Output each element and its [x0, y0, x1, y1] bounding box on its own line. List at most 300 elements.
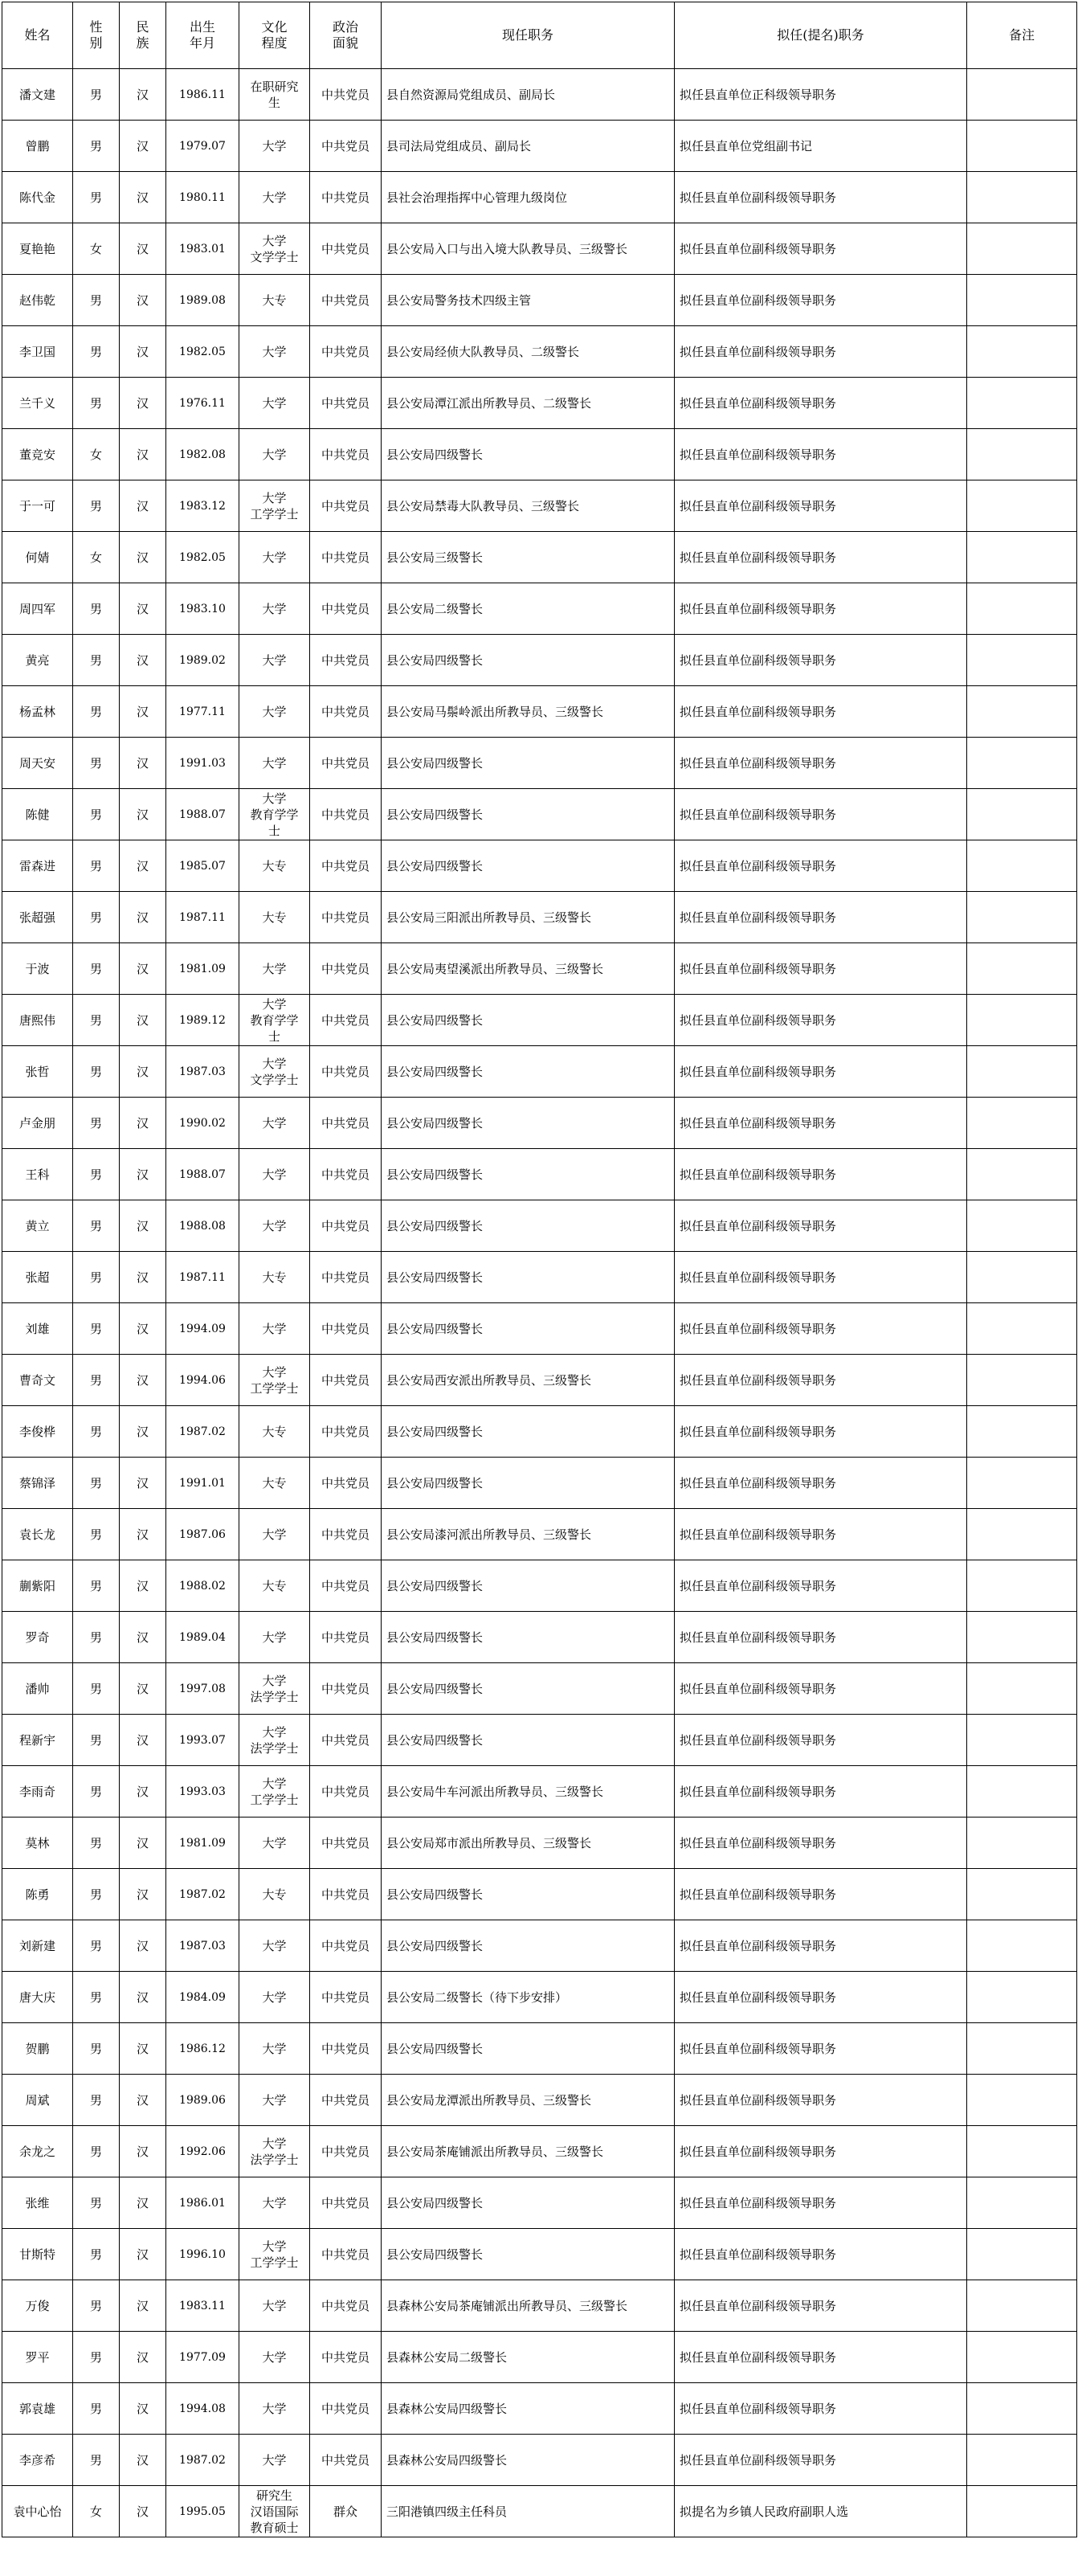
cell-name: 李雨奇: [2, 1766, 73, 1818]
cell-political: 中共党员: [310, 480, 382, 532]
cell-gender: 男: [73, 2383, 120, 2435]
cell-education: 大学: [239, 378, 310, 429]
cell-gender: 男: [73, 2229, 120, 2280]
cell-education: 大专: [239, 892, 310, 943]
cell-name: 潘文建: [2, 69, 73, 121]
cell-ethnicity: 汉: [120, 121, 166, 172]
cell-proposed-position: 拟任县直单位副科级领导职务: [675, 840, 967, 892]
cell-proposed-position: 拟任县直单位副科级领导职务: [675, 1046, 967, 1098]
cell-political: 中共党员: [310, 275, 382, 326]
cell-education: 大学: [239, 1303, 310, 1355]
cell-current-position: 县公安局四级警长: [382, 1303, 675, 1355]
cell-gender: 男: [73, 1200, 120, 1252]
cell-birth: 1995.05: [166, 2486, 239, 2537]
cell-remarks: [967, 1303, 1077, 1355]
cell-name: 甘斯特: [2, 2229, 73, 2280]
cell-gender: 男: [73, 378, 120, 429]
cell-current-position: 县公安局四级警长: [382, 1098, 675, 1149]
cell-birth: 1993.03: [166, 1766, 239, 1818]
cell-ethnicity: 汉: [120, 2075, 166, 2126]
cell-current-position: 县公安局四级警长: [382, 1046, 675, 1098]
cell-name: 罗奇: [2, 1612, 73, 1663]
cell-current-position: 县公安局四级警长: [382, 1560, 675, 1612]
table-row: [2, 1869, 1077, 1920]
cell-ethnicity: 汉: [120, 2126, 166, 2177]
cell-name: 张哲: [2, 1046, 73, 1098]
cell-education: 大学 法学学士: [239, 1715, 310, 1766]
cell-birth: 1977.09: [166, 2332, 239, 2383]
cell-proposed-position: 拟任县直单位副科级领导职务: [675, 1560, 967, 1612]
cell-name: 莫林: [2, 1818, 73, 1869]
cell-gender: 女: [73, 532, 120, 583]
cell-birth: 1994.06: [166, 1355, 239, 1406]
cell-name: 董竞安: [2, 429, 73, 480]
header-education: 文化 程度: [239, 2, 310, 69]
cell-gender: 男: [73, 892, 120, 943]
cell-education: 大学 工学学士: [239, 480, 310, 532]
cell-education: 大专: [239, 1560, 310, 1612]
cell-political: 中共党员: [310, 943, 382, 995]
cell-name: 蔡锦泽: [2, 1458, 73, 1509]
cell-birth: 1986.11: [166, 69, 239, 121]
cell-proposed-position: 拟任县直单位副科级领导职务: [675, 1303, 967, 1355]
cell-proposed-position: 拟任县直单位副科级领导职务: [675, 1920, 967, 1972]
table-row: [2, 378, 1077, 429]
cell-education: 大学: [239, 2435, 310, 2486]
cell-remarks: [967, 1612, 1077, 1663]
cell-remarks: [967, 2126, 1077, 2177]
cell-political: 中共党员: [310, 2177, 382, 2229]
cell-education: 大专: [239, 1869, 310, 1920]
cell-education: 大学: [239, 532, 310, 583]
cell-proposed-position: 拟任县直单位副科级领导职务: [675, 1509, 967, 1560]
cell-ethnicity: 汉: [120, 1766, 166, 1818]
cell-education: 大专: [239, 840, 310, 892]
cell-birth: 1987.02: [166, 1869, 239, 1920]
cell-political: 中共党员: [310, 2023, 382, 2075]
table-row: [2, 2126, 1077, 2177]
table-row: [2, 686, 1077, 738]
table-row: [2, 1458, 1077, 1509]
table-header: [2, 2, 1077, 69]
cell-education: 大学: [239, 686, 310, 738]
cell-political: 中共党员: [310, 2332, 382, 2383]
cell-education: 大学: [239, 2075, 310, 2126]
cell-political: 中共党员: [310, 1920, 382, 1972]
header-ethnicity: 民 族: [120, 2, 166, 69]
cell-education: 大学: [239, 583, 310, 635]
cell-remarks: [967, 892, 1077, 943]
cell-gender: 男: [73, 1612, 120, 1663]
cell-current-position: 县公安局四级警长: [382, 1869, 675, 1920]
cell-ethnicity: 汉: [120, 275, 166, 326]
cell-ethnicity: 汉: [120, 172, 166, 223]
table-row: [2, 789, 1077, 840]
table-row: [2, 1046, 1077, 1098]
cell-gender: 男: [73, 480, 120, 532]
cell-remarks: [967, 1406, 1077, 1458]
cell-political: 中共党员: [310, 1098, 382, 1149]
cell-name: 李彦希: [2, 2435, 73, 2486]
cell-gender: 男: [73, 840, 120, 892]
cell-ethnicity: 汉: [120, 1303, 166, 1355]
cell-political: 中共党员: [310, 1612, 382, 1663]
cell-birth: 1987.02: [166, 1406, 239, 1458]
cell-current-position: 县公安局四级警长: [382, 1458, 675, 1509]
cell-name: 兰千义: [2, 378, 73, 429]
cell-ethnicity: 汉: [120, 326, 166, 378]
cell-name: 周斌: [2, 2075, 73, 2126]
cell-name: 程新宇: [2, 1715, 73, 1766]
cell-birth: 1989.06: [166, 2075, 239, 2126]
cell-ethnicity: 汉: [120, 892, 166, 943]
cell-proposed-position: 拟任县直单位副科级领导职务: [675, 1972, 967, 2023]
table-row: [2, 2383, 1077, 2435]
cell-name: 罗平: [2, 2332, 73, 2383]
cell-gender: 男: [73, 275, 120, 326]
cell-birth: 1996.10: [166, 2229, 239, 2280]
cell-gender: 男: [73, 943, 120, 995]
cell-gender: 男: [73, 1972, 120, 2023]
cell-education: 大学: [239, 1818, 310, 1869]
cell-remarks: [967, 1972, 1077, 2023]
cell-birth: 1982.08: [166, 429, 239, 480]
cell-current-position: 县公安局四级警长: [382, 1715, 675, 1766]
cell-ethnicity: 汉: [120, 1149, 166, 1200]
cell-ethnicity: 汉: [120, 995, 166, 1046]
cell-ethnicity: 汉: [120, 1200, 166, 1252]
cell-current-position: 县公安局茶庵铺派出所教导员、三级警长: [382, 2126, 675, 2177]
cell-birth: 1987.03: [166, 1046, 239, 1098]
cell-birth: 1987.06: [166, 1509, 239, 1560]
table-row: [2, 1509, 1077, 1560]
cell-birth: 1983.11: [166, 2280, 239, 2332]
cell-name: 曾鹏: [2, 121, 73, 172]
cell-proposed-position: 拟任县直单位副科级领导职务: [675, 2332, 967, 2383]
cell-remarks: [967, 429, 1077, 480]
cell-education: 大学: [239, 2023, 310, 2075]
cell-education: 大专: [239, 1406, 310, 1458]
cell-ethnicity: 汉: [120, 1560, 166, 1612]
cell-name: 夏艳艳: [2, 223, 73, 275]
cell-ethnicity: 汉: [120, 2435, 166, 2486]
cell-ethnicity: 汉: [120, 1252, 166, 1303]
cell-name: 王科: [2, 1149, 73, 1200]
cell-education: 大学: [239, 121, 310, 172]
table-row: [2, 995, 1077, 1046]
cell-name: 李俊桦: [2, 1406, 73, 1458]
cell-current-position: 县自然资源局党组成员、副局长: [382, 69, 675, 121]
cell-proposed-position: 拟任县直单位副科级领导职务: [675, 1663, 967, 1715]
cell-proposed-position: 拟任县直单位副科级领导职务: [675, 223, 967, 275]
cell-remarks: [967, 2023, 1077, 2075]
cell-political: 中共党员: [310, 2126, 382, 2177]
cell-gender: 女: [73, 223, 120, 275]
cell-ethnicity: 汉: [120, 1046, 166, 1098]
cell-proposed-position: 拟任县直单位副科级领导职务: [675, 2023, 967, 2075]
cell-name: 何婧: [2, 532, 73, 583]
cell-political: 中共党员: [310, 1869, 382, 1920]
cell-gender: 男: [73, 69, 120, 121]
cell-current-position: 县公安局夷望溪派出所教导员、三级警长: [382, 943, 675, 995]
cell-education: 大学: [239, 326, 310, 378]
table-row: [2, 1252, 1077, 1303]
cell-birth: 1997.08: [166, 1663, 239, 1715]
cell-current-position: 县公安局二级警长: [382, 583, 675, 635]
cell-current-position: 县公安局四级警长: [382, 2177, 675, 2229]
cell-birth: 1987.11: [166, 1252, 239, 1303]
cell-ethnicity: 汉: [120, 1612, 166, 1663]
cell-proposed-position: 拟任县直单位副科级领导职务: [675, 1149, 967, 1200]
cell-birth: 1976.11: [166, 378, 239, 429]
cell-political: 中共党员: [310, 2075, 382, 2126]
cell-gender: 男: [73, 583, 120, 635]
cell-gender: 男: [73, 1046, 120, 1098]
cell-political: 中共党员: [310, 1818, 382, 1869]
cell-current-position: 县公安局四级警长: [382, 738, 675, 789]
cell-education: 研究生 汉语国际 教育硕士: [239, 2486, 310, 2537]
cell-proposed-position: 拟任县直单位副科级领导职务: [675, 1612, 967, 1663]
cell-name: 刘新建: [2, 1920, 73, 1972]
cell-ethnicity: 汉: [120, 1098, 166, 1149]
cell-current-position: 县公安局四级警长: [382, 1200, 675, 1252]
cell-ethnicity: 汉: [120, 429, 166, 480]
header-remarks: 备注: [967, 2, 1077, 69]
cell-current-position: 县公安局四级警长: [382, 1920, 675, 1972]
cell-gender: 男: [73, 995, 120, 1046]
cell-ethnicity: 汉: [120, 1869, 166, 1920]
cell-political: 中共党员: [310, 1149, 382, 1200]
header-political: 政治 面貌: [310, 2, 382, 69]
cell-remarks: [967, 1766, 1077, 1818]
cell-political: 中共党员: [310, 121, 382, 172]
cell-gender: 男: [73, 326, 120, 378]
cell-proposed-position: 拟任县直单位副科级领导职务: [675, 172, 967, 223]
cell-current-position: 县森林公安局四级警长: [382, 2383, 675, 2435]
cell-proposed-position: 拟任县直单位副科级领导职务: [675, 2383, 967, 2435]
table-row: [2, 532, 1077, 583]
cell-current-position: 县森林公安局茶庵铺派出所教导员、三级警长: [382, 2280, 675, 2332]
cell-remarks: [967, 223, 1077, 275]
cell-name: 贺鹏: [2, 2023, 73, 2075]
cell-ethnicity: 汉: [120, 1920, 166, 1972]
cell-gender: 男: [73, 738, 120, 789]
cell-gender: 男: [73, 1098, 120, 1149]
cell-name: 周天安: [2, 738, 73, 789]
cell-political: 中共党员: [310, 1046, 382, 1098]
cell-political: 中共党员: [310, 378, 382, 429]
cell-political: 中共党员: [310, 840, 382, 892]
cell-proposed-position: 拟任县直单位副科级领导职务: [675, 2229, 967, 2280]
cell-birth: 1988.07: [166, 789, 239, 840]
table-row: [2, 1560, 1077, 1612]
table-row: [2, 2075, 1077, 2126]
cell-gender: 男: [73, 1458, 120, 1509]
cell-ethnicity: 汉: [120, 738, 166, 789]
cell-gender: 男: [73, 172, 120, 223]
cell-remarks: [967, 943, 1077, 995]
cell-name: 于一可: [2, 480, 73, 532]
cell-ethnicity: 汉: [120, 69, 166, 121]
table-row: [2, 223, 1077, 275]
cell-ethnicity: 汉: [120, 2332, 166, 2383]
cell-education: 大学: [239, 1509, 310, 1560]
cell-name: 陈勇: [2, 1869, 73, 1920]
personnel-table: [2, 2, 1077, 2537]
cell-current-position: 县公安局三阳派出所教导员、三级警长: [382, 892, 675, 943]
cell-political: 群众: [310, 2486, 382, 2537]
cell-political: 中共党员: [310, 1560, 382, 1612]
cell-gender: 男: [73, 1406, 120, 1458]
cell-education: 大学: [239, 172, 310, 223]
cell-current-position: 县公安局西安派出所教导员、三级警长: [382, 1355, 675, 1406]
cell-name: 蒯紫阳: [2, 1560, 73, 1612]
cell-remarks: [967, 1509, 1077, 1560]
cell-name: 张超强: [2, 892, 73, 943]
table-row: [2, 1715, 1077, 1766]
cell-proposed-position: 拟任县直单位副科级领导职务: [675, 532, 967, 583]
header-proposed-position: 拟任(提名)职务: [675, 2, 967, 69]
cell-current-position: 县公安局漆河派出所教导员、三级警长: [382, 1509, 675, 1560]
cell-current-position: 县司法局党组成员、副局长: [382, 121, 675, 172]
table-row: [2, 1098, 1077, 1149]
cell-remarks: [967, 2075, 1077, 2126]
cell-birth: 1994.09: [166, 1303, 239, 1355]
cell-remarks: [967, 1252, 1077, 1303]
cell-ethnicity: 汉: [120, 1458, 166, 1509]
cell-ethnicity: 汉: [120, 1715, 166, 1766]
cell-political: 中共党员: [310, 738, 382, 789]
cell-remarks: [967, 326, 1077, 378]
cell-proposed-position: 拟任县直单位副科级领导职务: [675, 635, 967, 686]
cell-political: 中共党员: [310, 532, 382, 583]
cell-proposed-position: 拟任县直单位副科级领导职务: [675, 1355, 967, 1406]
cell-political: 中共党员: [310, 2435, 382, 2486]
cell-proposed-position: 拟任县直单位副科级领导职务: [675, 686, 967, 738]
cell-gender: 男: [73, 635, 120, 686]
cell-proposed-position: 拟任县直单位副科级领导职务: [675, 583, 967, 635]
table-row: [2, 840, 1077, 892]
cell-current-position: 县公安局马鬃岭派出所教导员、三级警长: [382, 686, 675, 738]
cell-remarks: [967, 1560, 1077, 1612]
cell-education: 在职研究 生: [239, 69, 310, 121]
cell-ethnicity: 汉: [120, 840, 166, 892]
cell-proposed-position: 拟任县直单位正科级领导职务: [675, 69, 967, 121]
cell-remarks: [967, 635, 1077, 686]
cell-gender: 男: [73, 121, 120, 172]
header-current-position: 现任职务: [382, 2, 675, 69]
cell-remarks: [967, 172, 1077, 223]
cell-education: 大学: [239, 1149, 310, 1200]
cell-gender: 男: [73, 1509, 120, 1560]
cell-birth: 1992.06: [166, 2126, 239, 2177]
cell-current-position: 县公安局四级警长: [382, 995, 675, 1046]
cell-proposed-position: 拟任县直单位副科级领导职务: [675, 738, 967, 789]
cell-remarks: [967, 121, 1077, 172]
cell-political: 中共党员: [310, 1663, 382, 1715]
cell-education: 大学: [239, 429, 310, 480]
cell-proposed-position: 拟任县直单位副科级领导职务: [675, 2177, 967, 2229]
cell-current-position: 县公安局潭江派出所教导员、二级警长: [382, 378, 675, 429]
cell-proposed-position: 拟任县直单位副科级领导职务: [675, 480, 967, 532]
cell-birth: 1989.02: [166, 635, 239, 686]
cell-gender: 男: [73, 2435, 120, 2486]
cell-birth: 1994.08: [166, 2383, 239, 2435]
table-row: [2, 2280, 1077, 2332]
cell-political: 中共党员: [310, 326, 382, 378]
cell-current-position: 县公安局警务技术四级主管: [382, 275, 675, 326]
cell-birth: 1982.05: [166, 326, 239, 378]
cell-education: 大学: [239, 943, 310, 995]
cell-remarks: [967, 69, 1077, 121]
cell-political: 中共党员: [310, 1355, 382, 1406]
cell-education: 大学 文学学士: [239, 223, 310, 275]
table-row: [2, 583, 1077, 635]
cell-name: 唐大庆: [2, 1972, 73, 2023]
cell-gender: 男: [73, 2177, 120, 2229]
table-row: [2, 1355, 1077, 1406]
table-row: [2, 1406, 1077, 1458]
cell-current-position: 县公安局二级警长（待下步安排）: [382, 1972, 675, 2023]
cell-education: 大学: [239, 738, 310, 789]
cell-gender: 男: [73, 2023, 120, 2075]
cell-name: 于波: [2, 943, 73, 995]
cell-gender: 男: [73, 1715, 120, 1766]
cell-remarks: [967, 1458, 1077, 1509]
cell-remarks: [967, 1098, 1077, 1149]
cell-political: 中共党员: [310, 2383, 382, 2435]
cell-education: 大专: [239, 275, 310, 326]
table-row: [2, 1972, 1077, 2023]
cell-gender: 男: [73, 1920, 120, 1972]
cell-current-position: 县公安局禁毒大队教导员、三级警长: [382, 480, 675, 532]
cell-birth: 1993.07: [166, 1715, 239, 1766]
cell-political: 中共党员: [310, 1406, 382, 1458]
cell-birth: 1991.01: [166, 1458, 239, 1509]
cell-proposed-position: 拟任县直单位副科级领导职务: [675, 326, 967, 378]
cell-name: 黄亮: [2, 635, 73, 686]
table-row: [2, 2177, 1077, 2229]
cell-name: 万俊: [2, 2280, 73, 2332]
cell-political: 中共党员: [310, 172, 382, 223]
cell-birth: 1989.12: [166, 995, 239, 1046]
cell-gender: 男: [73, 1149, 120, 1200]
cell-current-position: 县公安局四级警长: [382, 1252, 675, 1303]
table-body: [2, 69, 1077, 2537]
cell-ethnicity: 汉: [120, 789, 166, 840]
cell-education: 大学 工学学士: [239, 1355, 310, 1406]
table-row: [2, 69, 1077, 121]
cell-gender: 男: [73, 1766, 120, 1818]
cell-birth: 1983.01: [166, 223, 239, 275]
cell-gender: 男: [73, 1355, 120, 1406]
cell-remarks: [967, 1920, 1077, 1972]
cell-proposed-position: 拟任县直单位副科级领导职务: [675, 378, 967, 429]
cell-remarks: [967, 789, 1077, 840]
cell-ethnicity: 汉: [120, 2177, 166, 2229]
cell-remarks: [967, 1046, 1077, 1098]
cell-proposed-position: 拟任县直单位副科级领导职务: [675, 1200, 967, 1252]
cell-remarks: [967, 1149, 1077, 1200]
cell-education: 大学: [239, 1200, 310, 1252]
cell-political: 中共党员: [310, 1252, 382, 1303]
cell-education: 大学 法学学士: [239, 1663, 310, 1715]
cell-ethnicity: 汉: [120, 583, 166, 635]
cell-birth: 1984.09: [166, 1972, 239, 2023]
cell-birth: 1988.02: [166, 1560, 239, 1612]
cell-current-position: 县公安局郑市派出所教导员、三级警长: [382, 1818, 675, 1869]
cell-current-position: 县公安局四级警长: [382, 429, 675, 480]
